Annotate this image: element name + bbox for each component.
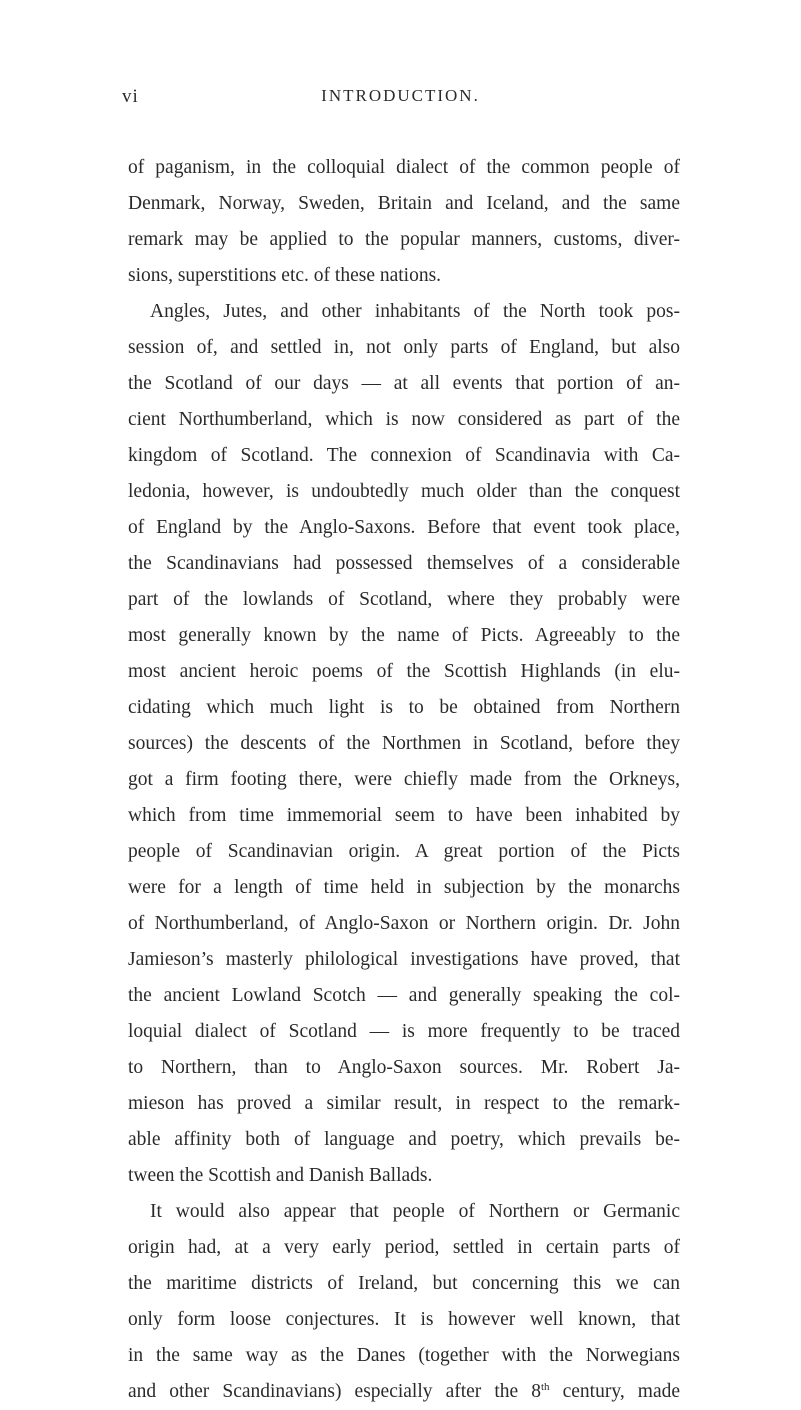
- text-line: tween the Scottish and Danish Ballads.: [128, 1165, 433, 1186]
- text-line: and other Scandinavians) especially after the 8th century, made: [128, 1381, 680, 1402]
- text-line: cient Northumberland, which is now considered as part of the: [128, 409, 680, 430]
- text-line: of England by the Anglo-Saxons. Before that event took place,: [128, 517, 680, 538]
- text-line: It would also appear that people of Northern or Germanic: [150, 1201, 680, 1222]
- body-text: [128, 150, 680, 1410]
- text-line: the Scandinavians had possessed themselves of a considerable: [128, 553, 680, 574]
- text-line: the maritime districts of Ireland, but concerning this we can: [128, 1273, 680, 1294]
- text-line: only form loose conjectures. It is however well known, that: [128, 1309, 680, 1330]
- text-line: Denmark, Norway, Sweden, Britain and Iceland, and the same: [128, 193, 680, 214]
- text-line: which from time immemorial seem to have been inhabited by: [128, 805, 680, 826]
- superscript: th: [541, 1381, 550, 1393]
- text-line: the ancient Lowland Scotch — and generally speaking the col-: [128, 985, 680, 1006]
- text-line: of Northumberland, of Anglo-Saxon or Northern origin. Dr. John: [128, 913, 680, 934]
- text-line: people of Scandinavian origin. A great portion of the Picts: [128, 841, 680, 862]
- text-line: to Northern, than to Anglo-Saxon sources. Mr. Robert Ja-: [128, 1057, 680, 1078]
- text-line: session of, and settled in, not only parts of England, but also: [128, 337, 680, 358]
- text-line: able affinity both of language and poetry, which prevails be-: [128, 1129, 680, 1150]
- page-header: [0, 86, 801, 116]
- text-line: loquial dialect of Scotland — is more frequently to be traced: [128, 1021, 680, 1042]
- text-line: sions, superstitions etc. of these nations.: [128, 265, 442, 286]
- text-line: Jamieson’s masterly philological investigations have proved, that: [128, 949, 680, 970]
- text-line: the Scotland of our days — at all events that portion of an-: [128, 373, 680, 394]
- text-line: kingdom of Scotland. The connexion of Scandinavia with Ca-: [128, 445, 680, 466]
- text-line: mieson has proved a similar result, in respect to the remark-: [128, 1093, 680, 1114]
- text-line: remark may be applied to the popular manners, customs, diver-: [128, 229, 680, 250]
- text-line: in the same way as the Danes (together with the Norwegians: [128, 1345, 680, 1366]
- text-line: part of the lowlands of Scotland, where they probably were: [128, 589, 680, 610]
- text-line: origin had, at a very early period, settled in certain parts of: [128, 1237, 680, 1258]
- running-head: INTRODUCTION.: [321, 86, 480, 105]
- text-line: most ancient heroic poems of the Scottish Highlands (in elu-: [128, 661, 680, 682]
- text-line: cidating which much light is to be obtained from Northern: [128, 697, 680, 718]
- text-line: of paganism, in the colloquial dialect of the common people of: [128, 157, 680, 178]
- page-number: vi: [122, 86, 139, 107]
- text-line: were for a length of time held in subjection by the monarchs: [128, 877, 680, 898]
- text-line: sources) the descents of the Northmen in Scotland, before they: [128, 733, 680, 754]
- text-line: most generally known by the name of Picts. Agreeably to the: [128, 625, 680, 646]
- text-line: ledonia, however, is undoubtedly much older than the conquest: [128, 481, 680, 502]
- text-line: Angles, Jutes, and other inhabitants of the North took pos-: [150, 301, 680, 322]
- text-line: got a firm footing there, were chiefly made from the Orkneys,: [128, 769, 680, 790]
